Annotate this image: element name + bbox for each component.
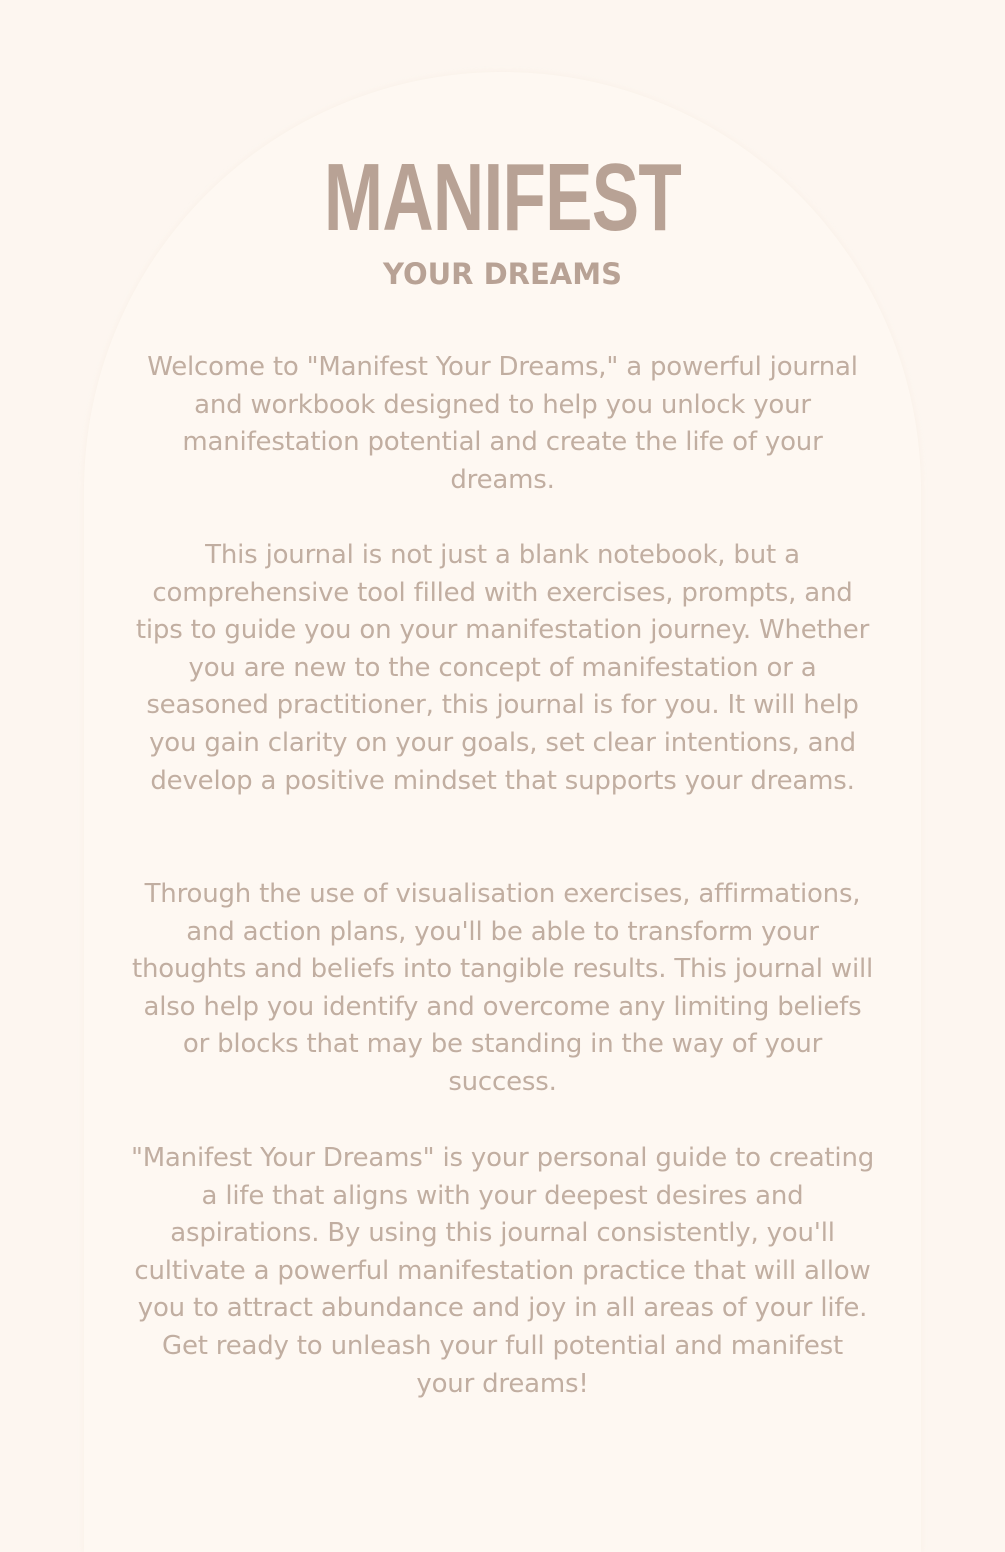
journal-description-paragraph: This journal is not just a blank notebook, but a comprehensive tool filled with exercises, prompts, and tips to guide you on your manifestation journey. Whether you are new to the concept of manifestation or a seasoned practitioner, this journal is for you. It will help you gain clarity on your goals, set clear intentions, and develop a positive mindset that supports your dreams. — [135, 540, 870, 796]
exercises-paragraph: Through the use of visualisation exercises, affirmations, and action plans, you'll be able to transform your thoughts and beliefs into tangible results. This journal will also help you identify and overcome any limiting beliefs or blocks that may be standing in the way of your success. — [131, 879, 874, 1097]
closing-paragraph: "Manifest Your Dreams" is your personal guide to creating a life that aligns with your deepest desires and aspirations. By using this journal consistently, you'll cultivate a powerful manifestation practice that will allow you to attract abundance and joy in all areas of your life. Get ready to unleash your full potential and manifest your dreams! — [130, 1143, 875, 1399]
page-subtitle: YOUR DREAMS — [383, 257, 622, 291]
page-title: MANIFEST — [323, 144, 682, 251]
intro-paragraph: Welcome to "Manifest Your Dreams," a powerful journal and workbook designed to help you unlock your manifestation potential and create the life of your dreams. — [147, 352, 858, 495]
